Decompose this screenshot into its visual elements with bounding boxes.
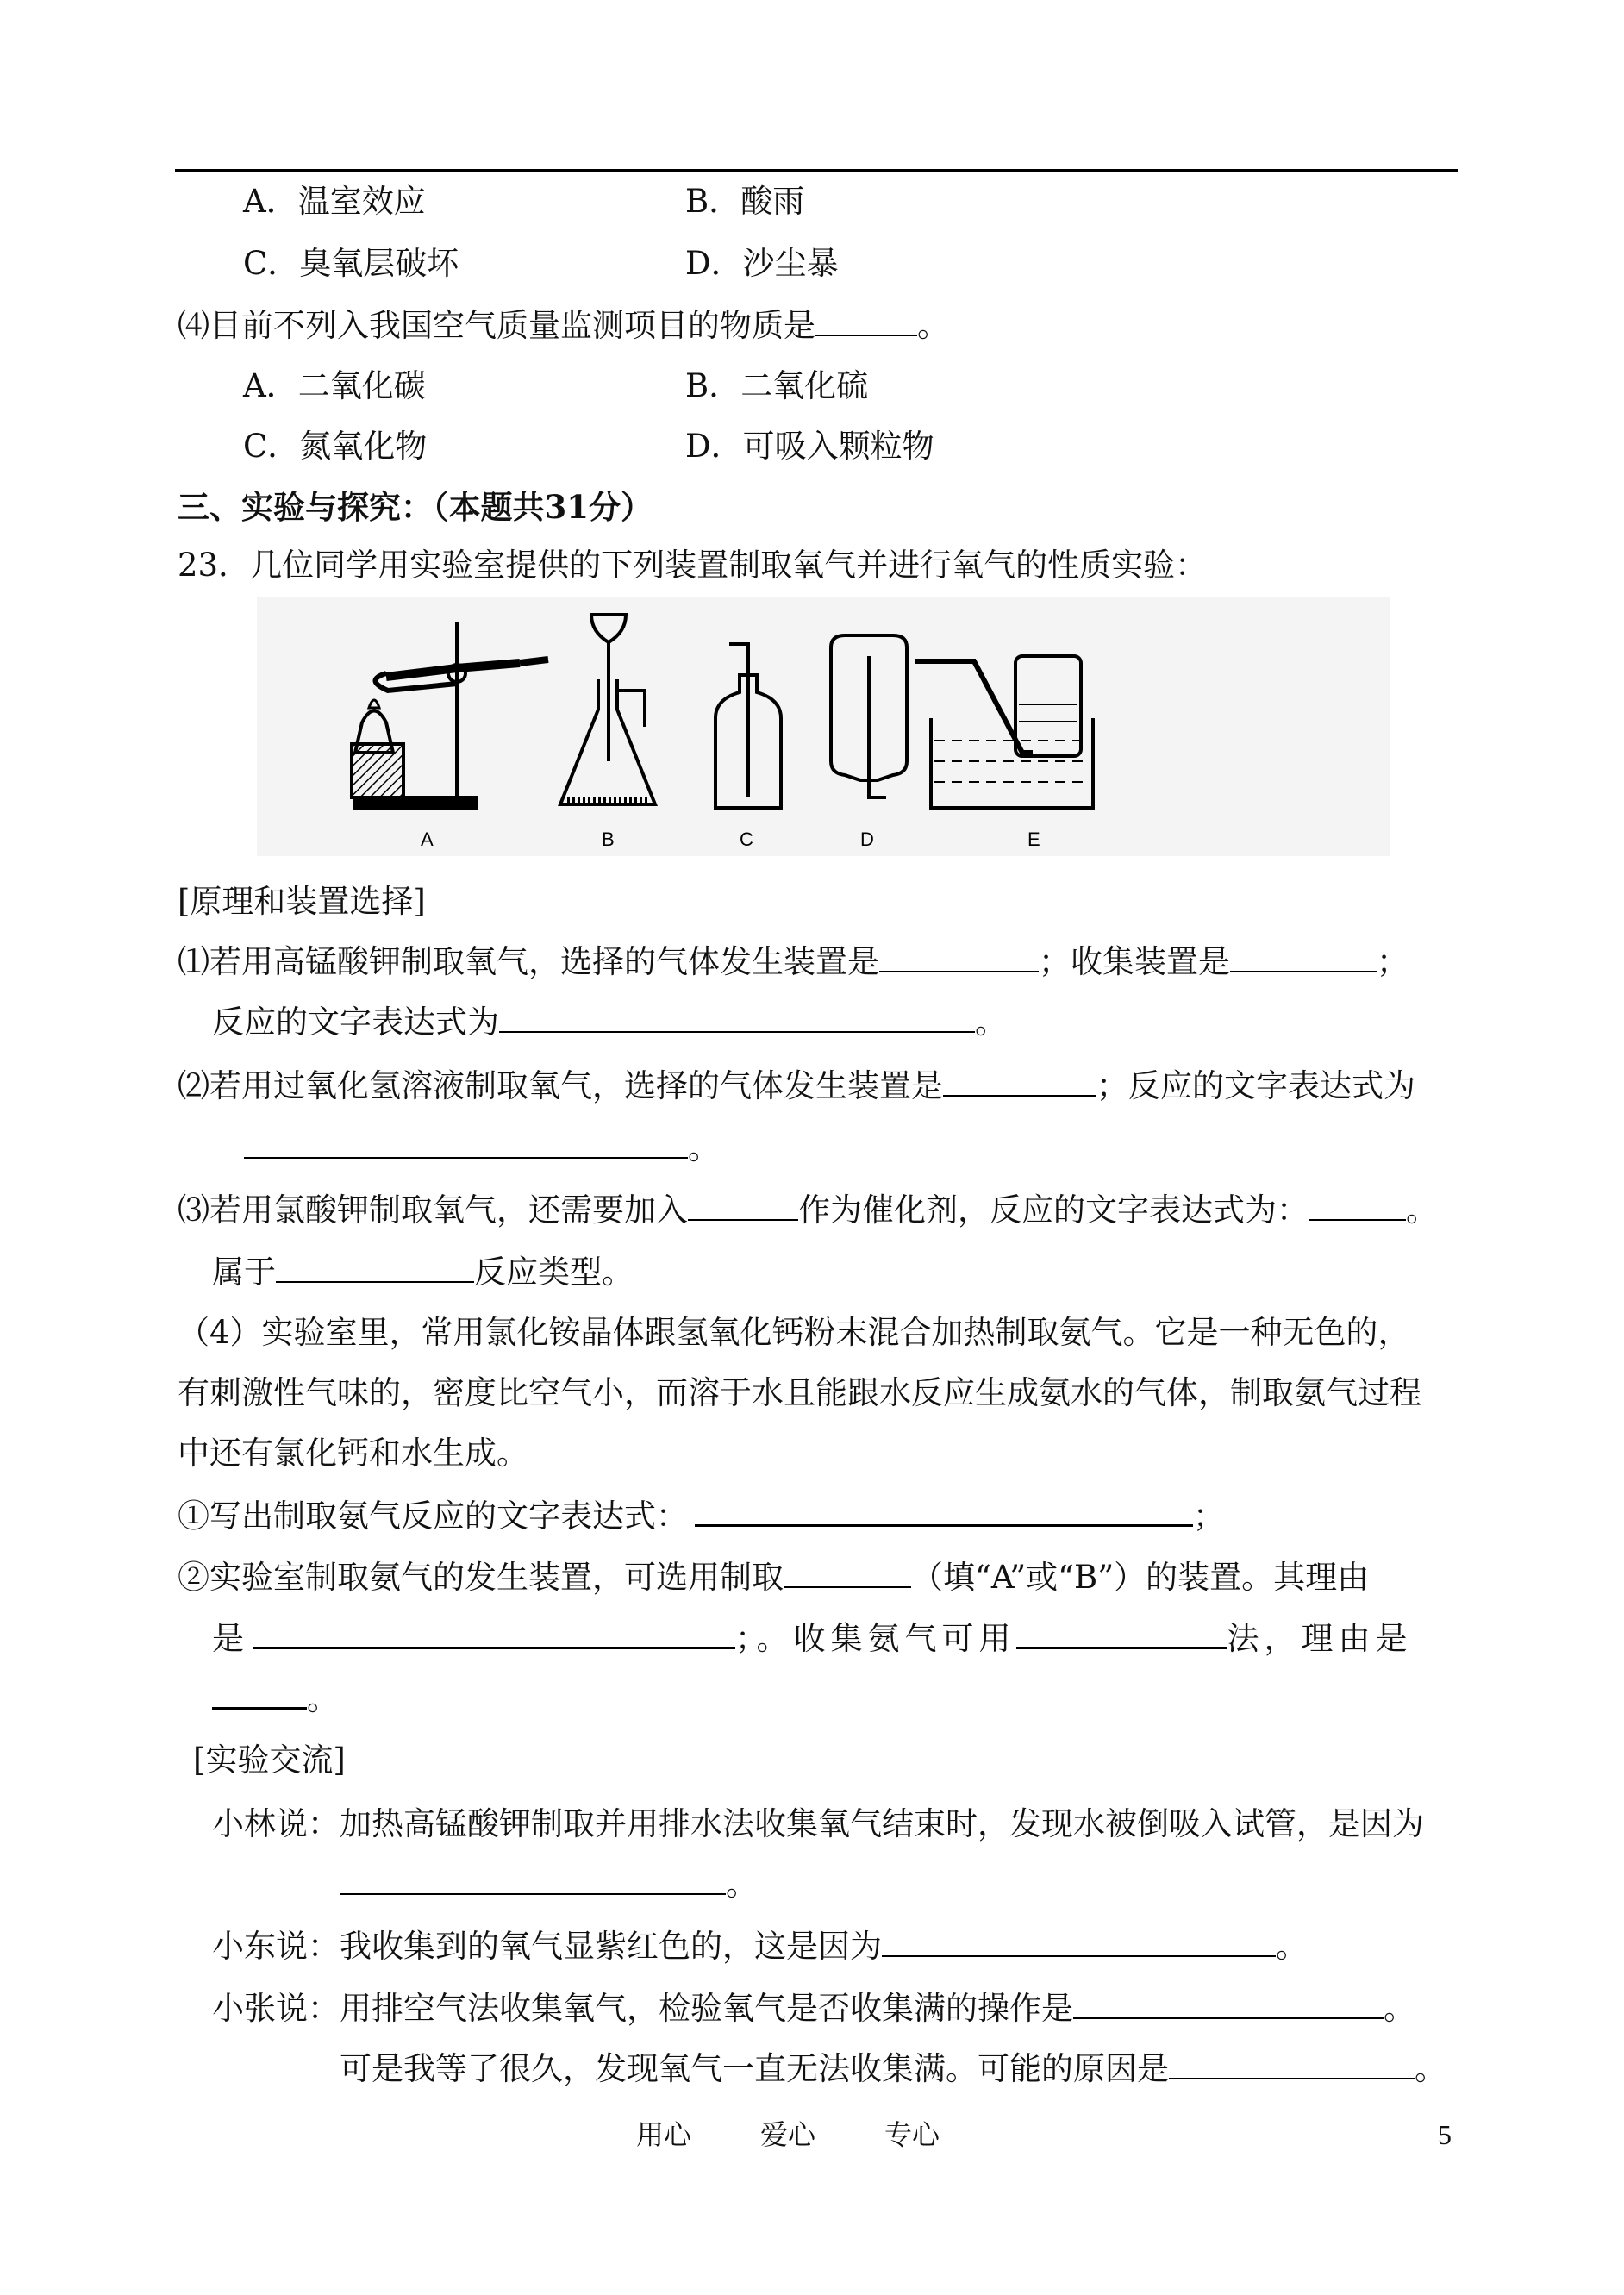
page-number: 5 — [1438, 2119, 1452, 2150]
q4-option-b: B．二氧化硫 — [685, 367, 869, 404]
p3-catalyst-blank[interactable] — [688, 1190, 798, 1221]
apparatus-figure — [257, 597, 1390, 856]
part4-q2-line2: 是 ；。收集氨气可用 法，理由是 — [212, 1617, 1413, 1660]
p2-generator-blank[interactable] — [943, 1066, 1096, 1097]
part3-line2: 属于 反应类型。 — [212, 1254, 634, 1291]
p4-collect-reason-blank[interactable] — [212, 1678, 307, 1710]
q4-answer-blank[interactable] — [815, 305, 917, 336]
figure-label-b: B — [602, 829, 615, 850]
footer-motto-3: 专心 — [884, 2118, 940, 2151]
figure-label-a: A — [421, 829, 434, 850]
part1-line2: 反应的文字表达式为 。 — [212, 1004, 1007, 1041]
q4-text: ⑷目前不列入我国空气质量监测项目的物质是 — [178, 307, 815, 344]
p1-equation-blank[interactable] — [499, 1002, 975, 1033]
p4-reason-blank[interactable] — [253, 1617, 735, 1649]
talk-zhang-2: 可是我等了很久，发现氧气一直无法收集满。可能的原因是 。 — [340, 2050, 1446, 2087]
p3-type-blank[interactable] — [276, 1252, 474, 1283]
q3-option-d: D．沙尘暴 — [685, 245, 839, 282]
part2-line1: ⑵若用过氧化氢溶液制取氧气，选择的气体发生装置是 ；反应的文字表达式为 — [178, 1067, 1415, 1104]
figure-label-c: C — [740, 829, 753, 850]
section-title: 三、实验与探究：（本题共31分） — [178, 488, 653, 526]
q4-end: 。 — [917, 307, 949, 344]
q3-option-a: A．温室效应 — [243, 183, 426, 220]
figure-label-e: E — [1027, 829, 1040, 850]
part4-line2: 有刺激性气味的，密度比空气小，而溶于水且能跟水反应生成氨水的气体，制取氨气过程 — [178, 1374, 1421, 1411]
sub-heading-principle: [原理和装置选择] — [178, 883, 426, 920]
talk-dong: 小东说：我收集到的氧气显紫红色的，这是因为 。 — [212, 1928, 1308, 1965]
q4-question — [178, 305, 949, 347]
part3-line1: ⑶若用氯酸钾制取氧气，还需要加入 作为催化剂，反应的文字表达式为： 。 — [178, 1191, 1438, 1229]
part1-line1: ⑴若用高锰酸钾制取氧气，选择的气体发生装置是 ；收集装置是 ； — [178, 943, 1409, 980]
p3-equation-blank[interactable] — [1309, 1190, 1406, 1221]
part4-q1: ①写出制取氨气反应的文字表达式： ； — [178, 1495, 1225, 1537]
p1-collector-blank[interactable] — [1230, 941, 1377, 972]
zhang-reason-blank[interactable] — [1169, 2048, 1415, 2079]
part4-line1: （4）实验室里，常用氯化铵晶体跟氢氧化钙粉末混合加热制取氨气。它是一种无色的， — [178, 1314, 1410, 1351]
lin-reason-blank[interactable] — [340, 1864, 726, 1895]
footer-motto-1: 用心 — [636, 2118, 692, 2151]
q3-option-c: C．臭氧层破坏 — [243, 245, 459, 282]
talk-lin: 小林说：加热高锰酸钾制取并用排水法收集氧气结束时，发现水被倒吸入试管，是因为 — [212, 1805, 1424, 1842]
part2-line2: 。 — [244, 1128, 720, 1169]
footer-motto-2: 爱心 — [760, 2118, 816, 2151]
part4-q2-line1: ②实验室制取氨气的发生装置，可选用制取 （填“A”或“B”）的装置。其理由 — [178, 1559, 1370, 1596]
p4-equation-blank[interactable] — [695, 1495, 1193, 1527]
p1-generator-blank[interactable] — [879, 941, 1039, 972]
part4-q2-line3: 。 — [212, 1678, 339, 1720]
q4-option-a: A．二氧化碳 — [243, 367, 426, 404]
q23-stem: 23．几位同学用实验室提供的下列装置制取氧气并进行氧气的性质实验： — [178, 547, 1208, 584]
p4-collect-method-blank[interactable] — [1016, 1617, 1227, 1649]
talk-lin-answer: 。 — [340, 1864, 758, 1905]
q4-option-d: D．可吸入颗粒物 — [685, 428, 934, 465]
talk-zhang-1: 小张说：用排空气法收集氧气，检验氧气是否收集满的操作是 。 — [212, 1990, 1415, 2027]
part4-line3: 中还有氯化钙和水生成。 — [178, 1435, 528, 1472]
zhang-check-blank[interactable] — [1073, 1988, 1384, 2019]
p4-apparatus-blank[interactable] — [784, 1557, 911, 1588]
dong-reason-blank[interactable] — [882, 1926, 1276, 1957]
sub-heading-exchange: [实验交流] — [193, 1742, 346, 1779]
figure-label-d: D — [860, 829, 874, 850]
q3-option-b: B．酸雨 — [685, 183, 805, 220]
header-rule — [175, 169, 1458, 172]
p2-equation-blank[interactable] — [244, 1128, 688, 1159]
q4-option-c: C．氮氧化物 — [243, 428, 428, 465]
